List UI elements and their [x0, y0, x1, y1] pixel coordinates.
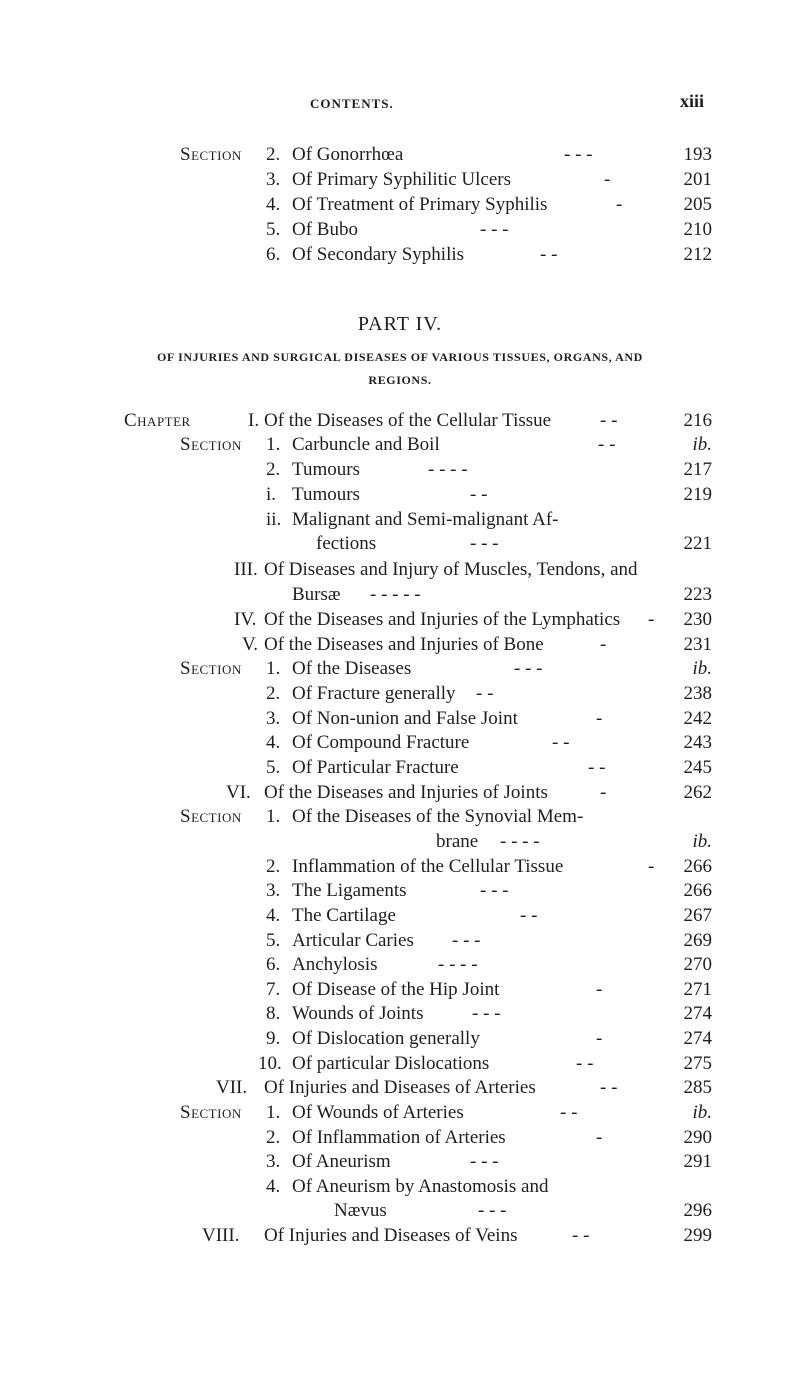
entry-page-number: 285 — [683, 1077, 712, 1098]
entry-title: Inflammation of the Cellular Tissue — [292, 856, 564, 877]
entry-leader-dashes: - - - — [470, 1151, 499, 1172]
entry-title: Of Fracture generally — [292, 683, 456, 704]
toc-entry — [0, 458, 800, 482]
toc-entry — [0, 1126, 800, 1150]
toc-entry — [0, 682, 800, 706]
entry-page-number: 262 — [683, 782, 712, 803]
entry-leader-dashes: - - — [470, 484, 488, 505]
entry-page-number: 216 — [683, 410, 712, 431]
entry-leader-dashes: - - - - - — [370, 584, 421, 605]
entry-number: VIII. — [202, 1225, 240, 1246]
entry-title: Bursæ — [292, 584, 341, 605]
toc-entry — [0, 1224, 800, 1248]
entry-title: Carbuncle and Boil — [292, 434, 440, 455]
entry-leader-dashes: - - - — [470, 533, 499, 554]
toc-entry — [0, 1076, 800, 1100]
entry-page-number: 270 — [683, 954, 712, 975]
entry-page-number: 217 — [683, 459, 712, 480]
entry-number: 4. — [266, 905, 281, 926]
entry-title: Of the Diseases — [292, 658, 412, 679]
entry-number: 5. — [266, 757, 281, 778]
entry-number: 10. — [258, 1053, 282, 1074]
entry-page-number: 221 — [683, 533, 712, 554]
entry-page-number: 291 — [683, 1151, 712, 1172]
entry-page-number: 266 — [683, 880, 712, 901]
entry-leader-dashes: - — [600, 634, 607, 655]
entry-leader-dashes: - - — [520, 905, 538, 926]
entry-number: 2. — [266, 459, 281, 480]
toc-entry: 6. Of Secondary Syphilis - - 212 — [266, 244, 712, 265]
running-header: CONTENTS. — [310, 96, 394, 111]
entry-page-number: 238 — [683, 683, 712, 704]
entry-page-number: 223 — [683, 584, 712, 605]
entry-title: Of Aneurism by Anastomosis and — [292, 1176, 549, 1197]
entry-leader-dashes: - - - - — [500, 831, 540, 852]
entry-number: 2. — [266, 1127, 281, 1148]
toc-entry — [0, 756, 800, 780]
part-heading: PART IV. — [357, 313, 443, 335]
toc-entry — [0, 532, 800, 556]
toc-entry — [0, 731, 800, 755]
entry-leader-dashes: - - - - — [438, 954, 478, 975]
entry-leader-dashes: - — [596, 708, 603, 729]
entry-leader-dashes: - - — [476, 683, 494, 704]
toc-entry — [0, 929, 800, 953]
entry-lead-label: Section — [180, 806, 242, 827]
entry-title: Of Wounds of Arteries — [292, 1102, 464, 1123]
entry-page-number: 274 — [683, 1028, 712, 1049]
entry-number: 3. — [266, 880, 281, 901]
entry-number: VII. — [216, 1077, 248, 1098]
page-number-roman: xiii — [680, 91, 705, 111]
entry-title: Of particular Dislocations — [292, 1053, 490, 1074]
entry-page-number: ib. — [692, 434, 712, 455]
entry-title: Tumours — [292, 484, 360, 505]
entry-leader-dashes: - - — [560, 1102, 578, 1123]
entry-number: 2. — [266, 683, 281, 704]
entry-number: 2. — [266, 856, 281, 877]
entry-number: 7. — [266, 979, 281, 1000]
entry-title: Wounds of Joints — [292, 1003, 424, 1024]
entry-title: Of Diseases and Injury of Muscles, Tendons, and — [264, 559, 638, 580]
toc-entry: Section 2. Of Gonorrhœa - - - 193 — [180, 144, 712, 165]
entry-title: Of Compound Fracture — [292, 732, 470, 753]
entry-leader-dashes: - — [600, 782, 607, 803]
part-subtitle: OF INJURIES AND SURGICAL DISEASES OF VARIOUS TISSUES, ORGANS, AND — [157, 350, 643, 364]
entry-page-number: 242 — [683, 708, 712, 729]
toc-entry — [0, 558, 800, 582]
entry-page-number: ib. — [692, 658, 712, 679]
entry-page-number: 219 — [683, 484, 712, 505]
entry-title: Articular Caries — [292, 930, 414, 951]
entry-title: Of Disease of the Hip Joint — [292, 979, 500, 1000]
toc-entry — [0, 978, 800, 1002]
entry-page-number: 231 — [683, 634, 712, 655]
entry-leader-dashes: - — [648, 609, 655, 630]
entry-number: 1. — [266, 1102, 281, 1123]
entry-number: 4. — [266, 1176, 281, 1197]
toc-entry: 5. Of Bubo - - - 210 — [266, 219, 712, 240]
entry-number: 4. — [266, 732, 281, 753]
entry-leader-dashes: - - - — [514, 658, 543, 679]
entry-lead-label: Section — [180, 1102, 242, 1123]
toc-entry — [0, 830, 800, 854]
entry-title: brane — [436, 831, 479, 852]
entry-page-number: 296 — [683, 1200, 712, 1221]
entry-title: The Cartilage — [292, 905, 396, 926]
part-subtitle-cont: REGIONS. — [368, 373, 432, 387]
entry-title: Malignant and Semi-malignant Af- — [292, 509, 559, 530]
entry-leader-dashes: - - - — [480, 880, 509, 901]
toc-entry: 4. Of Treatment of Primary Syphilis - 205 — [266, 194, 712, 215]
entry-page-number: ib. — [692, 1102, 712, 1123]
entry-number: 1. — [266, 434, 281, 455]
entry-title: Of Injuries and Diseases of Arteries — [264, 1077, 536, 1098]
toc-entry — [0, 1101, 800, 1125]
entry-leader-dashes: - — [648, 856, 655, 877]
toc-entry — [0, 633, 800, 657]
entry-title: Of the Diseases of the Synovial Mem- — [292, 806, 584, 827]
entry-number: IV. — [234, 609, 257, 630]
entry-page-number: 274 — [683, 1003, 712, 1024]
entry-number: 6. — [266, 954, 281, 975]
entry-leader-dashes: - - - — [452, 930, 481, 951]
toc-entry — [0, 583, 800, 607]
entry-number: ii. — [266, 509, 282, 530]
entry-title: Of Injuries and Diseases of Veins — [264, 1225, 518, 1246]
entry-page-number: 243 — [683, 732, 712, 753]
entry-leader-dashes: - — [596, 1028, 603, 1049]
entry-number: 3. — [266, 1151, 281, 1172]
entry-number: 9. — [266, 1028, 281, 1049]
toc-entry — [0, 707, 800, 731]
toc-entry — [0, 1175, 800, 1199]
entry-title: Of Particular Fracture — [292, 757, 459, 778]
entry-page-number: 267 — [683, 905, 712, 926]
toc-entry — [0, 1027, 800, 1051]
toc-entry — [0, 879, 800, 903]
entry-title: Tumours — [292, 459, 360, 480]
entry-leader-dashes: - - — [588, 757, 606, 778]
entry-leader-dashes: - - — [600, 1077, 618, 1098]
entry-title: Of the Diseases of the Cellular Tissue — [264, 410, 552, 431]
entry-leader-dashes: - - — [552, 732, 570, 753]
entry-title: Of the Diseases and Injuries of the Lymphatics — [264, 609, 621, 630]
entry-lead-label: Chapter — [124, 410, 191, 431]
entry-leader-dashes: - — [596, 1127, 603, 1148]
toc-entry: 3. Of Primary Syphilitic Ulcers - 201 — [266, 169, 712, 190]
toc-entry — [0, 953, 800, 977]
entry-title: Of the Diseases and Injuries of Joints — [264, 782, 548, 803]
entry-title: Of Dislocation generally — [292, 1028, 480, 1049]
entry-number: III. — [234, 559, 258, 580]
entry-page-number: 290 — [683, 1127, 712, 1148]
toc-entry — [0, 657, 800, 681]
toc-entry — [0, 409, 800, 433]
toc-entry — [0, 1150, 800, 1174]
entry-title: Of Non-union and False Joint — [292, 708, 518, 729]
toc-entry — [0, 781, 800, 805]
entry-lead-label: Section — [180, 434, 242, 455]
entry-page-number: 245 — [683, 757, 712, 778]
entry-number: VI. — [226, 782, 251, 803]
toc-entry — [0, 483, 800, 507]
entry-leader-dashes: - - — [598, 434, 616, 455]
toc-entry — [0, 508, 800, 532]
toc-entry — [0, 1199, 800, 1223]
entry-title: Anchylosis — [292, 954, 378, 975]
entry-title: Nævus — [334, 1200, 387, 1221]
entry-leader-dashes: - — [596, 979, 603, 1000]
entry-number: I. — [248, 410, 260, 431]
entry-leader-dashes: - - - — [478, 1200, 507, 1221]
entry-number: 5. — [266, 930, 281, 951]
toc-entry — [0, 1052, 800, 1076]
entry-page-number: ib. — [692, 831, 712, 852]
toc-entry — [0, 904, 800, 928]
toc-entry — [0, 608, 800, 632]
entry-page-number: 275 — [683, 1053, 712, 1074]
entry-leader-dashes: - - — [572, 1225, 590, 1246]
entry-number: 1. — [266, 806, 281, 827]
entry-page-number: 230 — [683, 609, 712, 630]
toc-entry — [0, 1002, 800, 1026]
entry-number: 1. — [266, 658, 281, 679]
entry-title: Of Aneurism — [292, 1151, 391, 1172]
toc-entry — [0, 805, 800, 829]
entry-number: 8. — [266, 1003, 281, 1024]
entry-leader-dashes: - - - - — [428, 459, 468, 480]
entry-leader-dashes: - - — [576, 1053, 594, 1074]
toc-entry — [0, 433, 800, 457]
entry-leader-dashes: - - - — [472, 1003, 501, 1024]
entry-page-number: 266 — [683, 856, 712, 877]
entry-page-number: 299 — [683, 1225, 712, 1246]
entry-title: fections — [316, 533, 377, 554]
entry-title: Of the Diseases and Injuries of Bone — [264, 634, 544, 655]
entry-lead-label: Section — [180, 658, 242, 679]
entry-title: Of Inflammation of Arteries — [292, 1127, 506, 1148]
entry-number: 3. — [266, 708, 281, 729]
entry-page-number: 271 — [683, 979, 712, 1000]
entry-page-number: 269 — [683, 930, 712, 951]
entry-title: The Ligaments — [292, 880, 407, 901]
entry-number: i. — [266, 484, 277, 505]
entry-number: V. — [242, 634, 259, 655]
entry-leader-dashes: - - — [600, 410, 618, 431]
toc-entry — [0, 855, 800, 879]
